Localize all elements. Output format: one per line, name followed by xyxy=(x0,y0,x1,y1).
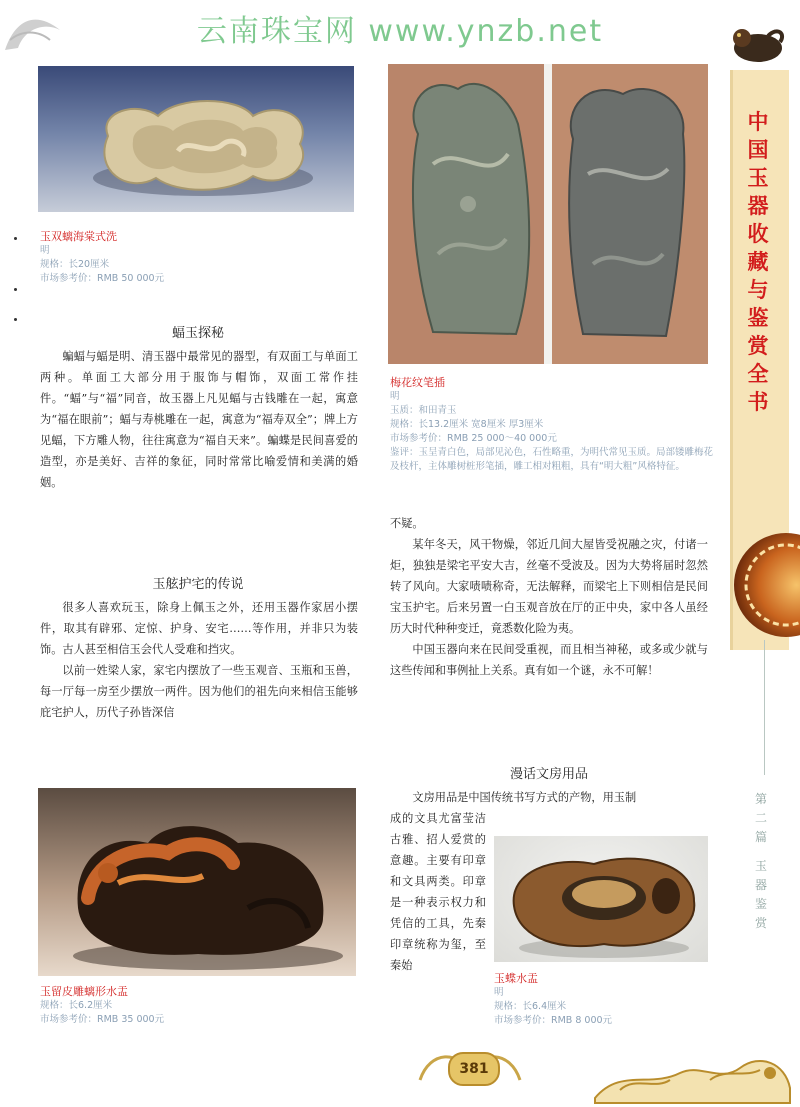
watermark-text: 云南珠宝网 www.ynzb.net xyxy=(196,14,604,49)
caption-line: 明 xyxy=(390,391,400,402)
caption-plum-brush-holder xyxy=(390,374,720,474)
bullet-dot xyxy=(14,318,17,321)
caption-title: 玉双螭海棠式洗 xyxy=(40,230,117,243)
caption-line: 市场参考价：RMB 8 000元 xyxy=(494,1015,613,1026)
section-heading-study: 漫话文房用品 xyxy=(509,767,588,782)
section-heading-legend: 玉舷护宅的传说 xyxy=(152,577,244,592)
photo-chi-dragon-water-pot xyxy=(38,788,356,976)
caption-title: 玉留皮雕螭形水盂 xyxy=(40,985,128,998)
sidebar-dragon-ornament xyxy=(728,20,788,66)
section-heading-bat: 蝠玉探秘 xyxy=(171,326,224,341)
page-number: 381 xyxy=(448,1052,500,1086)
caption-line: 规格：长13.2厘米 宽8厘米 厚3厘米 xyxy=(390,419,544,430)
sidebar-book-title: 中 国 玉 器 收 藏 与 鉴 赏 全 书 xyxy=(747,110,769,414)
caption-title: 梅花纹笔插 xyxy=(390,376,445,389)
section-text-bat: 蝙蝠与蝠是明、清玉器中最常见的器型，有双面工与单面工两种。单面工大部分用于服饰与帽饰，双面工常作挂件。“蝠”与“福”同音，故玉器上凡见蝠与古钱雕在一起，寓意为“福在眼前”；蝠与寿桃雕在一起，寓意为“福寿双全”；牌上方见蝠，下方雕人物，往往寓意为“福自天来”。蝙蝶是民间喜爱的造型，亦是美好、吉祥的象征，同时常常比喻爱情和美满的婚姻。 xyxy=(40,350,358,489)
sidebar-medallion xyxy=(724,530,800,640)
caption-line: 规格：长20厘米 xyxy=(40,259,110,270)
caption-line: 规格：长6.2厘米 xyxy=(40,1000,113,1011)
caption-appraisal: 鉴评：玉呈青白色，局部见沁色，石性略重，为明代常见玉质。局部镂雕梅花及枝杆，主体雕树桩形笔插，雕工相对粗粗，具有“明大粗”风格特征。 xyxy=(390,447,714,472)
sidebar-divider xyxy=(764,640,765,775)
caption-line: 规格：长6.4厘米 xyxy=(494,1001,567,1012)
section-text-study: 成的文具尤富莹洁古雅、招人爱赏的意趣。主要有印章和文具两类。印章是一种表示权力和凭信的工具，先秦印章统称为玺，至秦始 xyxy=(390,812,486,972)
section-text-legend-left: 很多人喜欢玩玉，除身上佩玉之外，还用玉器作家居小摆件，取其有辟邪、定惊、护身、安宅……等作用，并非只为装饰。古人甚至相信玉会代人受难和挡灾。 以前一姓梁人家，家宅内摆放了一些玉观音、玉瓶和玉兽，每一厅每一房至少摆放一两件。因为他们的祖先向来相信玉能够庇宅护人，历代子孙皆深信 xyxy=(40,601,358,719)
footer-dragon-ornament xyxy=(590,1028,795,1107)
sidebar-section-title: 第 二 篇 玉 器 鉴 赏 xyxy=(754,792,767,930)
caption-line: 市场参考价：RMB 35 000元 xyxy=(40,1014,165,1025)
caption-line: 市场参考价：RMB 50 000元 xyxy=(40,273,165,284)
bullet-dot xyxy=(14,237,17,240)
caption-chi-dragon-water-pot xyxy=(40,983,340,1027)
caption-butterfly-water-pot xyxy=(494,970,714,1028)
section-text-legend-right: 不疑。 某年冬天，风干物燥，邻近几间大屋皆受祝融之灾，付诸一炬，独独是梁宅平安大吉，丝毫不受波及。因为大势将届时忽然转了风向。大家啧啧称奇，无法解释，而梁宅上下则相信是民间宝玉护宅。后来另置一白玉观音放在厅的正中央，家中各人虽经历大时代种种变迁，竟悉数化险为夷。 中国玉器向来在民间受重视，而且相当神秘，或多或少就与这些传闻和事例扯上关系。真有如一个谜，永不可解！ xyxy=(390,517,708,677)
caption-title: 玉蝶水盂 xyxy=(494,972,538,985)
bullet-dot xyxy=(14,288,17,291)
caption-line: 市场参考价：RMB 25 000～40 000元 xyxy=(390,433,557,444)
photo-butterfly-water-pot xyxy=(494,836,708,962)
caption-line: 玉质：和田青玉 xyxy=(390,405,457,416)
corner-ornament xyxy=(0,0,70,60)
section-intro-study: 文房用品是中国传统书写方式的产物，用玉制 xyxy=(412,791,637,804)
caption-line: 明 xyxy=(40,245,50,256)
caption-jade-washer xyxy=(40,228,340,286)
caption-line: 明 xyxy=(494,987,504,998)
photo-jade-washer xyxy=(38,66,354,212)
photo-plum-brush-holder xyxy=(388,64,708,364)
